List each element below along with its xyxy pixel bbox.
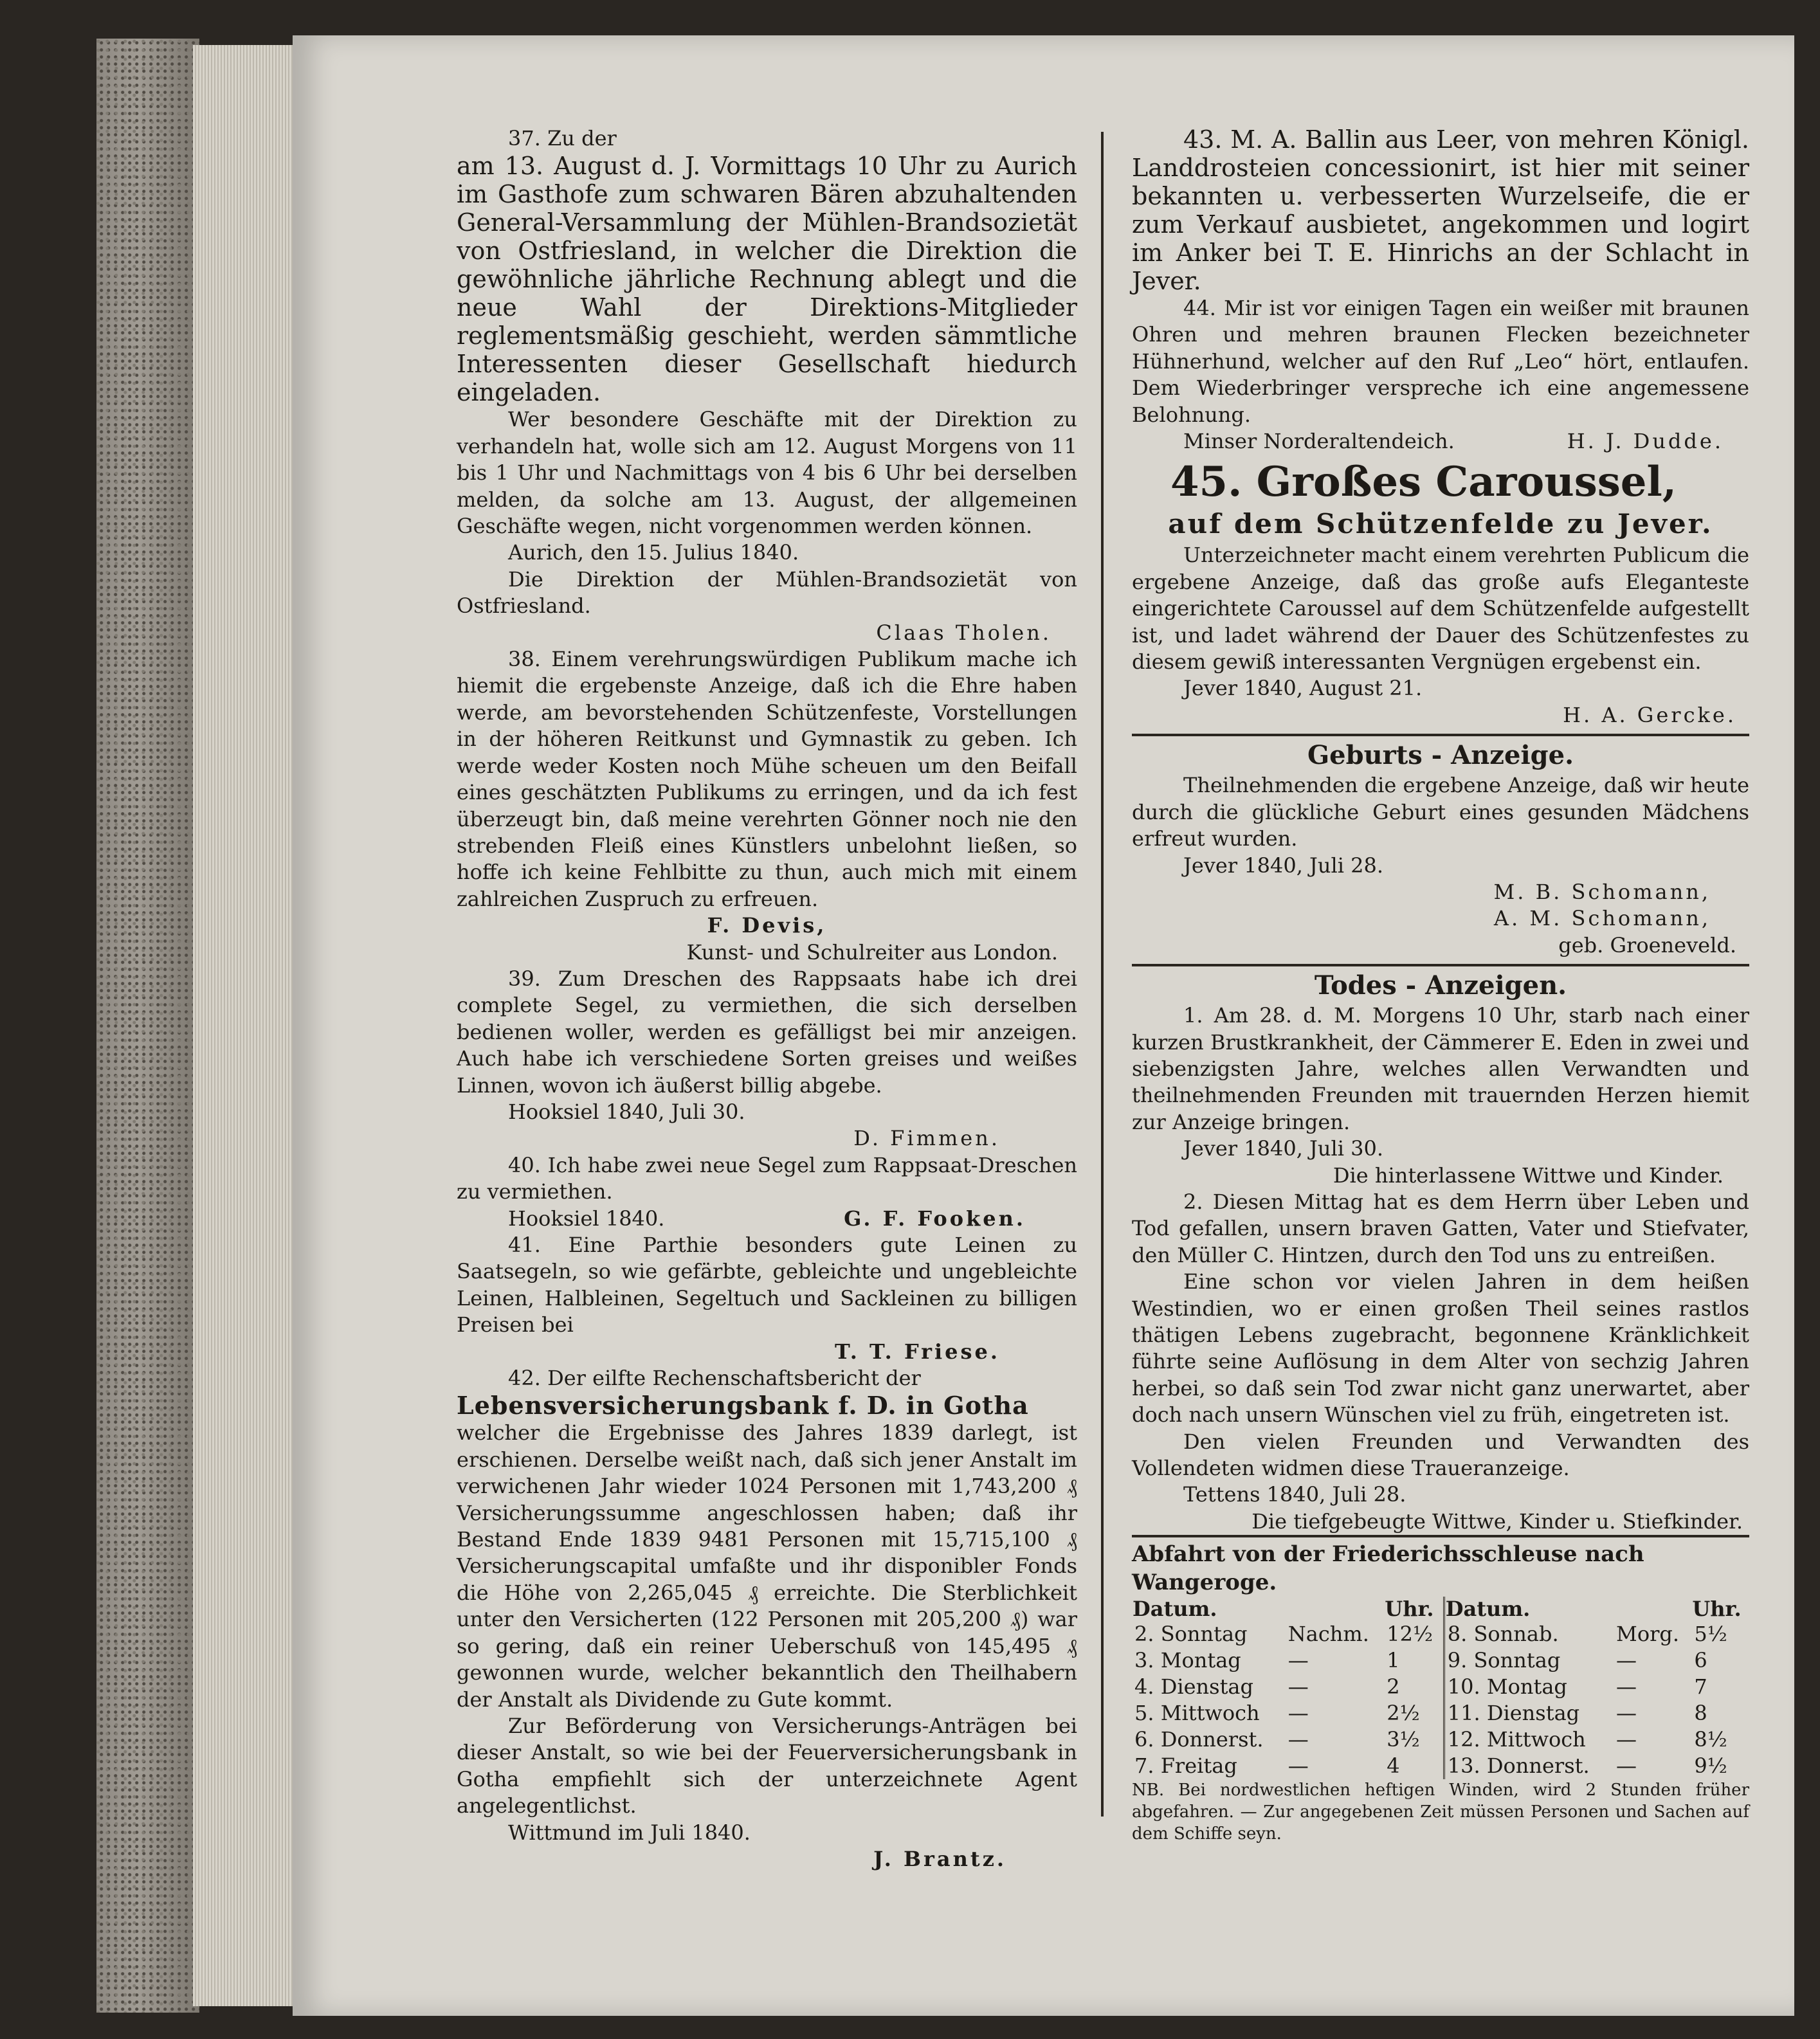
table-cell: 4. Dienstag (1134, 1674, 1253, 1699)
notice-body: Die Direktion der Mühlen-Brandsozietät von Ostfriesland. (457, 566, 1077, 619)
notice-body: Unterzeichneter macht einem verehrten Publicum die ergebene Anzeige, daß das große aufs Eleganteste eingerichtete Caroussel auf dem Schützenfelde aufgestellt ist, und ladet während der Dauer des Schützenfestes zu diesem gewiß interessanten Vergnügen ergebenst ein. (1132, 543, 1749, 675)
section-heading: Todes - Anzeigen. (1314, 970, 1567, 1001)
table-cell: 12. Mittwoch (1444, 1726, 1614, 1753)
notice-45 (1132, 458, 1749, 729)
page-stack-edge (193, 45, 296, 2006)
table-cell: 2 (1387, 1674, 1400, 1699)
table-cell: — (1288, 1701, 1309, 1726)
section-divider (1132, 734, 1749, 736)
notice-body: 43. M. A. Ballin aus Leer, von mehren Königl. Landdrosteien concessionirt, ist hier mit seiner bekannten u. verbesserten Wurzelseife, die er zum Verkauf ausbietet, angekommen und logirt im Anker bei T. E. Hinrichs an der Schlacht in Jever. (1132, 125, 1749, 295)
notice-37 (457, 125, 1077, 646)
notice-body: 2. Diesen Mittag hat es dem Herrn über Leben und Tod gefallen, unsern braven Gatten, Vater und Stiefvater, den Müller C. Hintzen, durch den Tod uns zu entreißen. (1132, 1189, 1749, 1267)
notice-body: Den vielen Freunden und Verwandten des Vollendeten widmen diese Traueranzeige. (1132, 1429, 1749, 1481)
carousel-subtitle: auf dem Schützenfelde zu Jever. (1168, 508, 1713, 540)
table-cell: 7 (1694, 1674, 1707, 1699)
table-cell: — (1616, 1701, 1637, 1726)
table-cell: 8 (1694, 1701, 1707, 1726)
notice-body: Eine schon vor vielen Jahren in dem heißen Westindien, wo er einen großen Theil seines rastlos thätigen Lebens zugebracht, begonnene Kränklichkeit führte seine Auflösung in dem Alter von sechzig Jahren herbei, so daß sein Tod zwar nicht ganz unerwartet, aber doch nach unsern Wünschen viel zu früh, eingetreten ist. (1132, 1269, 1749, 1427)
table-cell: — (1616, 1674, 1637, 1699)
notice-body: welcher die Ergebnisse des Jahres 1839 darlegt, ist erschienen. Derselbe weißt nach, daß sich jener Anstalt im verwichenen Jahr wieder 1024 Personen mit 1,743,200 ₰ Versicherungssumme angeschlossen haben; daß ihr Bestand Ende 1839 9481 Personen mit 15,715,100 ₰ Versicherungscapital umfaßte und ihr disponibler Fonds die Höhe von 2,265,045 ₰ erreichte. Die Sterblichkeit unter den Versicherten (122 Personen mit 205,200 ₰) war so gering, daß ein reiner Ueberschuß von 145,495 ₰ gewonnen wurde, welcher bekanntlich den Theilhabern der Anstalt als Dividende zu Gute kommt. (457, 1420, 1077, 1712)
notice-date: Jever 1840, August 21. (1183, 676, 1423, 701)
notice-date: Aurich, den 15. Julius 1840. (508, 540, 799, 565)
notice-signature: Die tiefgebeugte Wittwe, Kinder u. Stiefkinder. (1251, 1509, 1743, 1534)
carousel-title: 45. Großes Caroussel, (1170, 458, 1677, 507)
death-announcements (1132, 969, 1749, 1535)
table-cell: 3. Montag (1134, 1648, 1241, 1673)
table-cell: — (1616, 1648, 1637, 1673)
notice-44 (1132, 295, 1749, 455)
header-uhr: Uhr. (1385, 1597, 1434, 1622)
notice-signature: T. T. Friese. (835, 1339, 1000, 1364)
column-rule (1101, 132, 1104, 1817)
header-datum: Datum. (1133, 1597, 1217, 1622)
notice-body: 40. Ich habe zwei neue Segel zum Rappsaat-Dreschen zu vermiethen. (457, 1152, 1077, 1204)
notice-43 (1132, 125, 1749, 295)
table-cell: 8. Sonnab. (1444, 1621, 1614, 1647)
table-cell: — (1616, 1754, 1637, 1779)
table-cell: 6. Donnerst. (1134, 1727, 1264, 1752)
notice-signature-title: Kunst- und Schulreiter aus London. (686, 939, 1058, 965)
notice-intro: 42. Der eilfte Rechenschaftsbericht der (508, 1366, 921, 1391)
notice-body: Theilnehmenden die ergebene Anzeige, daß wir heute durch die glückliche Geburt eines gesunden Mädchens erfreut wurden. (1132, 773, 1749, 851)
right-column (1132, 125, 1749, 1845)
table-cell: 5½ (1694, 1622, 1727, 1647)
table-cell: 5. Mittwoch (1134, 1701, 1260, 1726)
ferry-schedule (1132, 1535, 1749, 1845)
table-row (1132, 1621, 1749, 1647)
table-cell: 11. Dienstag (1444, 1700, 1614, 1726)
notice-body: Zur Beförderung von Versicherungs-Anträgen bei dieser Anstalt, so wie bei der Feuerversicherungsbank in Gotha empfiehlt sich der unterzeichnete Agent angelegentlichst. (457, 1713, 1077, 1818)
table-cell: Morg. (1616, 1622, 1680, 1647)
notice-41 (457, 1232, 1077, 1365)
notice-place: Minser Norderaltendeich. (1183, 429, 1455, 454)
table-cell: Nachm. (1288, 1622, 1369, 1647)
table-cell: 12½ (1387, 1622, 1433, 1647)
table-cell: 3½ (1387, 1727, 1420, 1752)
notice-signature: D. Fimmen. (853, 1126, 1000, 1151)
notice-signature: G. F. Fooken. (844, 1206, 1026, 1231)
table-row (1132, 1700, 1749, 1726)
table-cell: 7. Freitag (1134, 1754, 1237, 1779)
table-cell: — (1288, 1727, 1309, 1752)
bank-name: Lebensversicherungsbank f. D. in Gotha (457, 1391, 1029, 1420)
notice-signature: A. M. Schomann, (1493, 906, 1711, 931)
table-cell: — (1288, 1754, 1309, 1779)
header-uhr: Uhr. (1692, 1597, 1742, 1622)
table-cell: 6 (1694, 1648, 1707, 1673)
notice-signature: H. A. Gercke. (1563, 702, 1736, 727)
ferry-header-row (1132, 1597, 1749, 1621)
book-cover-edge (96, 39, 199, 2013)
ferry-title: Abfahrt von der Friederichsschleuse nach Wangeroge. (1132, 1535, 1749, 1597)
table-cell: 10. Montag (1444, 1674, 1614, 1700)
table-cell: — (1616, 1727, 1637, 1752)
notice-signature: geb. Groeneveld. (1558, 932, 1736, 957)
table-cell: 2½ (1387, 1701, 1420, 1726)
notice-date: Tettens 1840, Juli 28. (1183, 1482, 1406, 1507)
notice-signature: Claas Tholen. (876, 620, 1051, 645)
ferry-note: NB. Bei nordwestlichen heftigen Winden, wird 2 Stunden früher abgefahren. — Zur angegebenen Zeit müssen Personen und Sachen auf dem Schiffe seyn. (1132, 1781, 1749, 1844)
notice-body: am 13. August d. J. Vormittags 10 Uhr zu Aurich im Gasthofe zum schwaren Bären abzuhaltenden General-Versammlung der Mühlen-Brandsozietät von Ostfriesland, in welcher die Direktion die gewöhnliche jährliche Rechnung ablegt und die neue Wahl der Direktions-Mitglieder reglementsmäßig geschieht, werden sämmtliche Interessenten dieser Gesellschaft hiedurch eingeladen. (457, 152, 1077, 407)
table-row (1132, 1753, 1749, 1779)
table-row (1132, 1674, 1749, 1700)
notice-40 (457, 1152, 1077, 1232)
table-row (1132, 1647, 1749, 1674)
table-cell: 2. Sonntag (1134, 1622, 1248, 1647)
section-divider (1132, 964, 1749, 966)
section-heading: Geburts - Anzeige. (1307, 740, 1574, 771)
notice-date: Hooksiel 1840, Juli 30. (508, 1099, 745, 1124)
notice-42 (457, 1365, 1077, 1872)
notice-signature: J. Brantz. (873, 1846, 1006, 1871)
notice-body: 39. Zum Dreschen des Rappsaats habe ich drei complete Segel, zu vermiethen, die sich derselben bedienen woller, werden es gefälligst bei mir anzeigen. Auch habe ich verschiedene Sorten greises und weißes Linnen, wovon ich äußerst billig abgebe. (457, 966, 1077, 1098)
table-cell: 9½ (1694, 1754, 1727, 1779)
table-row (1132, 1726, 1749, 1753)
notice-signature: Die hinterlassene Wittwe und Kinder. (1333, 1163, 1724, 1188)
notice-38 (457, 646, 1077, 966)
notice-date: Hooksiel 1840. (508, 1206, 665, 1231)
table-cell: — (1288, 1648, 1309, 1673)
left-column (457, 125, 1077, 1872)
notice-body: 41. Eine Parthie besonders gute Leinen zu Saatsegeln, so wie gefärbte, gebleichte und ungebleichte Leinen, Halbleinen, Segeltuch und Sackleinen zu billigen Preisen bei (457, 1233, 1077, 1337)
header-datum: Datum. (1444, 1597, 1614, 1621)
table-cell: 1 (1387, 1648, 1400, 1673)
notice-date: Wittmund im Juli 1840. (508, 1820, 751, 1845)
notice-body: 1. Am 28. d. M. Morgens 10 Uhr, starb nach einer kurzen Brustkrankheit, der Cämmerer E. Eden in zwei und siebenzigsten Jahre, welches allen Verwandten und theilnehmenden Freunden mit trauernden Herzen hiemit zur Anzeige bringen. (1132, 1003, 1749, 1134)
table-cell: 9. Sonntag (1444, 1647, 1614, 1674)
ferry-table (1132, 1597, 1749, 1779)
table-cell: 4 (1387, 1754, 1400, 1779)
notice-date: Jever 1840, Juli 30. (1183, 1136, 1383, 1161)
notice-date: Jever 1840, Juli 28. (1183, 853, 1383, 878)
notice-intro: 37. Zu der (508, 126, 617, 150)
notice-signature: M. B. Schomann, (1493, 879, 1711, 904)
table-cell: — (1288, 1674, 1309, 1699)
notice-body: 38. Einem verehrungswürdigen Publikum mache ich hiemit die ergebenste Anzeige, daß ich die Ehre haben werde, am bevorstehenden Schützenfeste, Vorstellungen in der höheren Reitkunst und Gymnastik zu geben. Ich werde weder Kosten noch Mühe scheuen um den Beifall eines geschätzten Publikums zu erringen, und da ich fest überzeugt bin, daß meine verehrten Gönner noch nie den strebenden Fleiß eines Künstlers unbelohnt ließen, so hoffe ich keine Fehlbitte zu thun, auch mich mit einem zahlreichen Zuspruch zu erfreuen. (457, 647, 1077, 911)
notice-39 (457, 966, 1077, 1152)
notice-signature: H. J. Dudde. (1567, 429, 1724, 454)
table-cell: 8½ (1694, 1727, 1727, 1752)
table-cell: 13. Donnerst. (1444, 1753, 1614, 1779)
notice-signature: F. Devis, (707, 913, 827, 938)
birth-announcement (1132, 739, 1749, 959)
notice-body: 44. Mir ist vor einigen Tagen ein weißer mit braunen Ohren und mehren braunen Flecken bezeichneter Hühnerhund, welcher auf den Ruf „Leo“ hört, entlaufen. Dem Wiederbringer verspreche ich eine angemessene Belohnung. (1132, 296, 1749, 427)
notice-body: Wer besondere Geschäfte mit der Direktion zu verhandeln hat, wolle sich am 12. August Morgens von 11 bis 1 Uhr und Nachmittags von 4 bis 6 Uhr bei derselben melden, da solche am 13. August, der allgemeinen Geschäfte wegen, nicht vorgenommen werden können. (457, 407, 1077, 539)
